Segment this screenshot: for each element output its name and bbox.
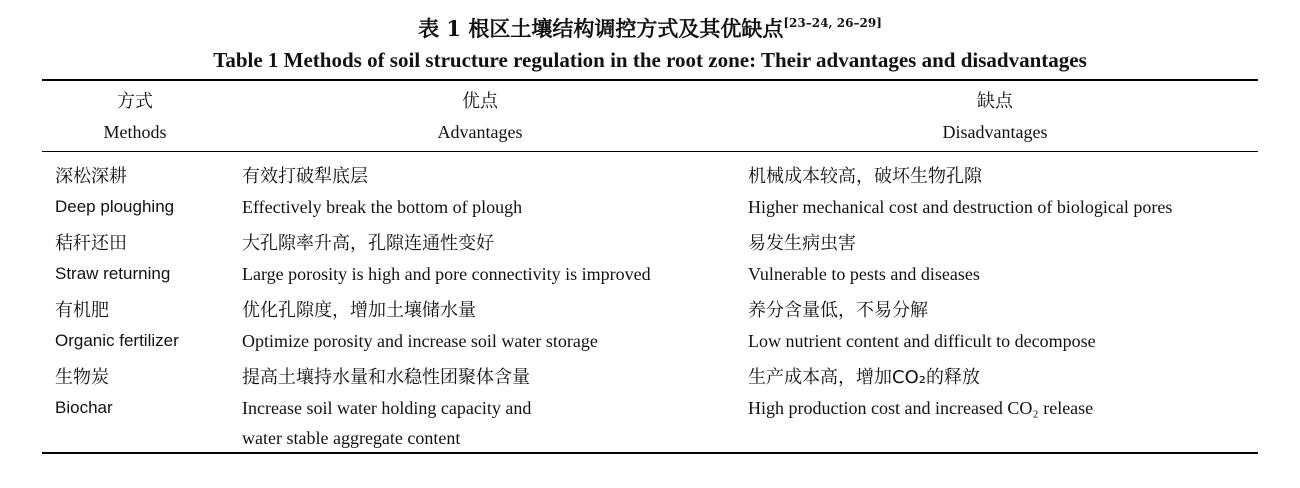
method-en: Straw returning <box>55 264 171 283</box>
advantage-en-line: water stable aggregate content <box>242 428 461 448</box>
method-cell <box>55 162 235 222</box>
advantage-cell <box>242 296 732 356</box>
advantage-cell <box>242 229 732 289</box>
method-cell <box>55 296 235 356</box>
table-body <box>0 162 1300 453</box>
disadvantage-en: Higher mechanical cost and destruction of biological pores <box>748 197 1173 217</box>
header-methods-cn: 方式 <box>117 91 153 112</box>
method-cell <box>55 229 235 289</box>
advantage-en-line: Effectively break the bottom of plough <box>242 197 523 217</box>
table-title-en: Table 1 Methods of soil structure regulation in the root zone: Their advantages and disadvantages <box>213 48 1087 72</box>
header-disadvantages <box>745 87 1245 147</box>
advantage-cn: 大孔隙率升高，孔隙连通性变好 <box>242 233 494 254</box>
method-en: Biochar <box>55 398 113 417</box>
disadvantage-en: Low nutrient content and difficult to decompose <box>748 331 1096 351</box>
disadvantage-cn: 机械成本较高，破坏生物孔隙 <box>748 166 982 187</box>
header-advantages-cn: 优点 <box>462 91 498 112</box>
advantage-en-line: Large porosity is high and pore connectivity is improved <box>242 264 651 284</box>
header-advantages-en: Advantages <box>437 122 523 142</box>
table-header-rule <box>42 151 1258 152</box>
table-row <box>0 363 1300 453</box>
header-disadvantages-cn: 缺点 <box>977 91 1013 112</box>
advantage-cell <box>242 363 732 453</box>
disadvantage-cn: 易发生病虫害 <box>748 233 856 254</box>
disadvantage-cn: 养分含量低，不易分解 <box>748 300 928 321</box>
table-top-rule <box>42 79 1258 81</box>
disadvantage-cell <box>748 229 1248 289</box>
table-title-cn <box>0 8 1300 44</box>
table-bottom-rule <box>42 452 1258 454</box>
advantage-en-line: Increase soil water holding capacity and <box>242 398 532 418</box>
disadvantage-en: Vulnerable to pests and diseases <box>748 264 980 284</box>
table-row <box>0 162 1300 229</box>
table-row <box>0 296 1300 363</box>
method-cell <box>55 363 235 423</box>
table-title-references: [23–24, 26–29] <box>783 16 882 30</box>
table-title-cn-text: 表 1 根区土壤结构调控方式及其优缺点 <box>418 16 784 41</box>
disadvantage-cell <box>748 363 1248 423</box>
header-methods-en: Methods <box>103 122 167 142</box>
table-row <box>0 229 1300 296</box>
advantage-cell <box>242 162 732 222</box>
advantage-en-line: Optimize porosity and increase soil water storage <box>242 331 598 351</box>
method-cn: 有机肥 <box>55 300 109 321</box>
method-en: Deep ploughing <box>55 197 175 216</box>
header-disadvantages-en: Disadvantages <box>942 122 1048 142</box>
method-cn: 秸秆还田 <box>55 233 127 254</box>
advantage-cn: 优化孔隙度，增加土壤储水量 <box>242 300 476 321</box>
disadvantage-cn: 生产成本高，增加CO₂的释放 <box>748 367 980 388</box>
method-en: Organic fertilizer <box>55 331 179 350</box>
disadvantage-cell <box>748 162 1248 222</box>
method-cn: 生物炭 <box>55 367 109 388</box>
header-advantages <box>240 87 720 147</box>
header-methods <box>60 87 210 147</box>
disadvantage-cell <box>748 296 1248 356</box>
method-cn: 深松深耕 <box>55 166 127 187</box>
disadvantage-en: High production cost and increased CO₂ release <box>748 398 1094 418</box>
advantage-cn: 提高土壤持水量和水稳性团聚体含量 <box>242 367 530 388</box>
advantage-cn: 有效打破犁底层 <box>242 166 368 187</box>
